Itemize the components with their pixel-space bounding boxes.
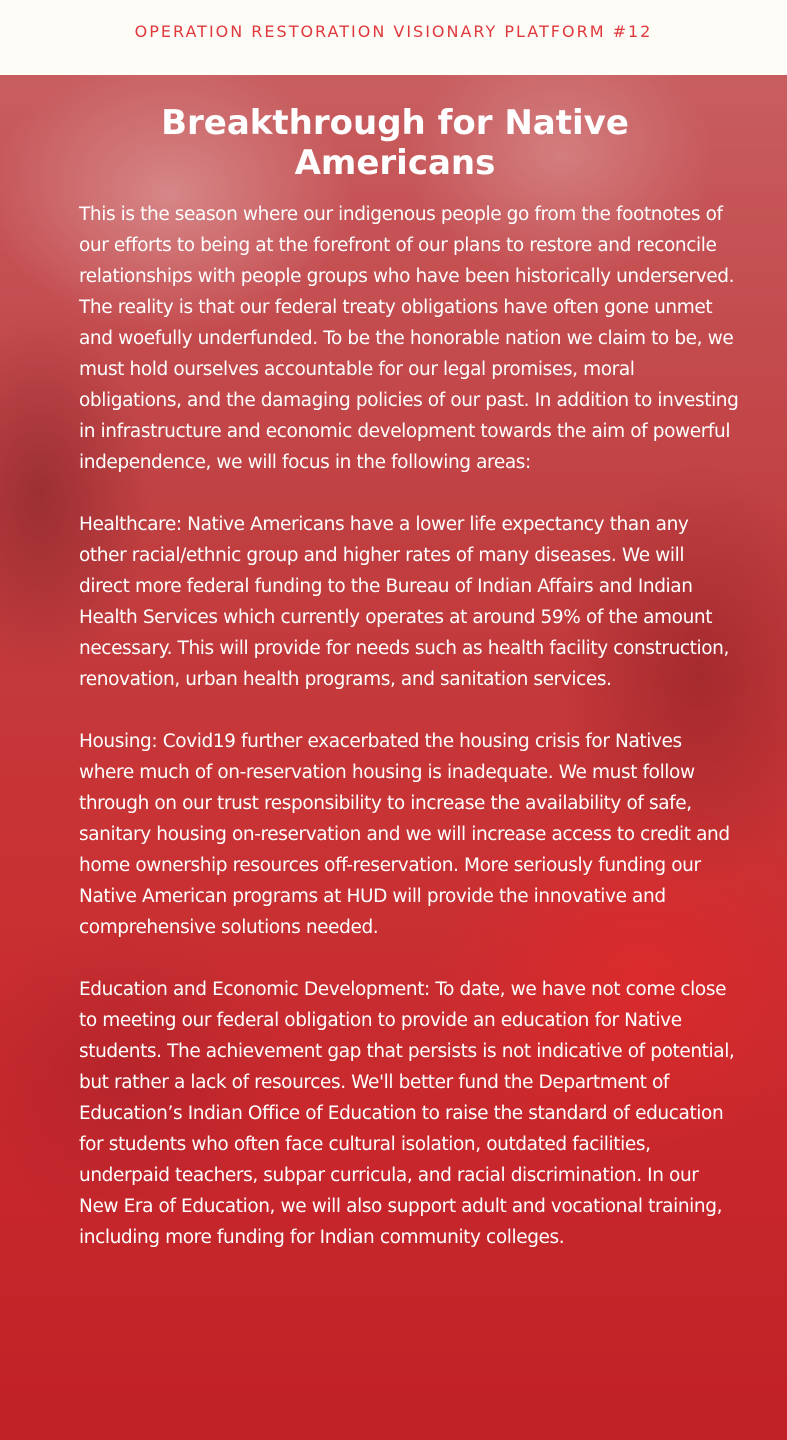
header-bar	[0, 0, 787, 75]
page-title: Breakthrough for Native Americans	[161, 103, 629, 183]
intro-paragraph: This is the season where our indigenous people go from the footnotes of our efforts to being at the forefront of our plans to restore and reconcile relationships with people groups who have been historically underserved. The reality is that our federal treaty obligations have often gone unmet and woefully underfunded. To be the honorable nation we claim to be, we must hold ourselves accountable for our legal promises, moral obligations, and the damaging policies of our past. In addition to investing in infrastructure and economic development towards the aim of powerful independence, we will focus in the following areas:	[79, 204, 739, 473]
education-paragraph: Education and Economic Development: To date, we have not come close to meeting our federal obligation to provide an education for Native students. The achievement gap that persists is not indicative of potential, but rather a lack of resources. We'll better fund the Department of Education’s Indian Office of Education to raise the standard of education for students who often face cultural isolation, outdated facilities, underpaid teachers, subpar curricula, and racial discrimination. In our New Era of Education, we will also support adult and vocational training, including more funding for Indian community colleges.	[79, 979, 735, 1248]
housing-paragraph: Housing: Covid19 further exacerbated the housing crisis for Natives where much of on-reservation housing is inadequate. We must follow through on our trust responsibility to increase the availability of safe, sanitary housing on-reservation and we will increase access to credit and home ownership resources off-reservation. More seriously funding our Native American programs at HUD will provide the innovative and comprehensive solutions needed.	[79, 731, 730, 938]
body-text	[79, 199, 739, 1284]
platform-label: OPERATION RESTORATION VISIONARY PLATFORM #12	[134, 22, 653, 41]
healthcare-paragraph: Healthcare: Native Americans have a lower life expectancy than any other racial/ethnic group and higher rates of many diseases. We will direct more federal funding to the Bureau of Indian Affairs and Indian Health Services which currently operates at around 59% of the amount necessary. This will provide for needs such as health facility construction, renovation, urban health programs, and sanitation services.	[79, 514, 729, 690]
hero-background-image	[0, 75, 787, 1440]
